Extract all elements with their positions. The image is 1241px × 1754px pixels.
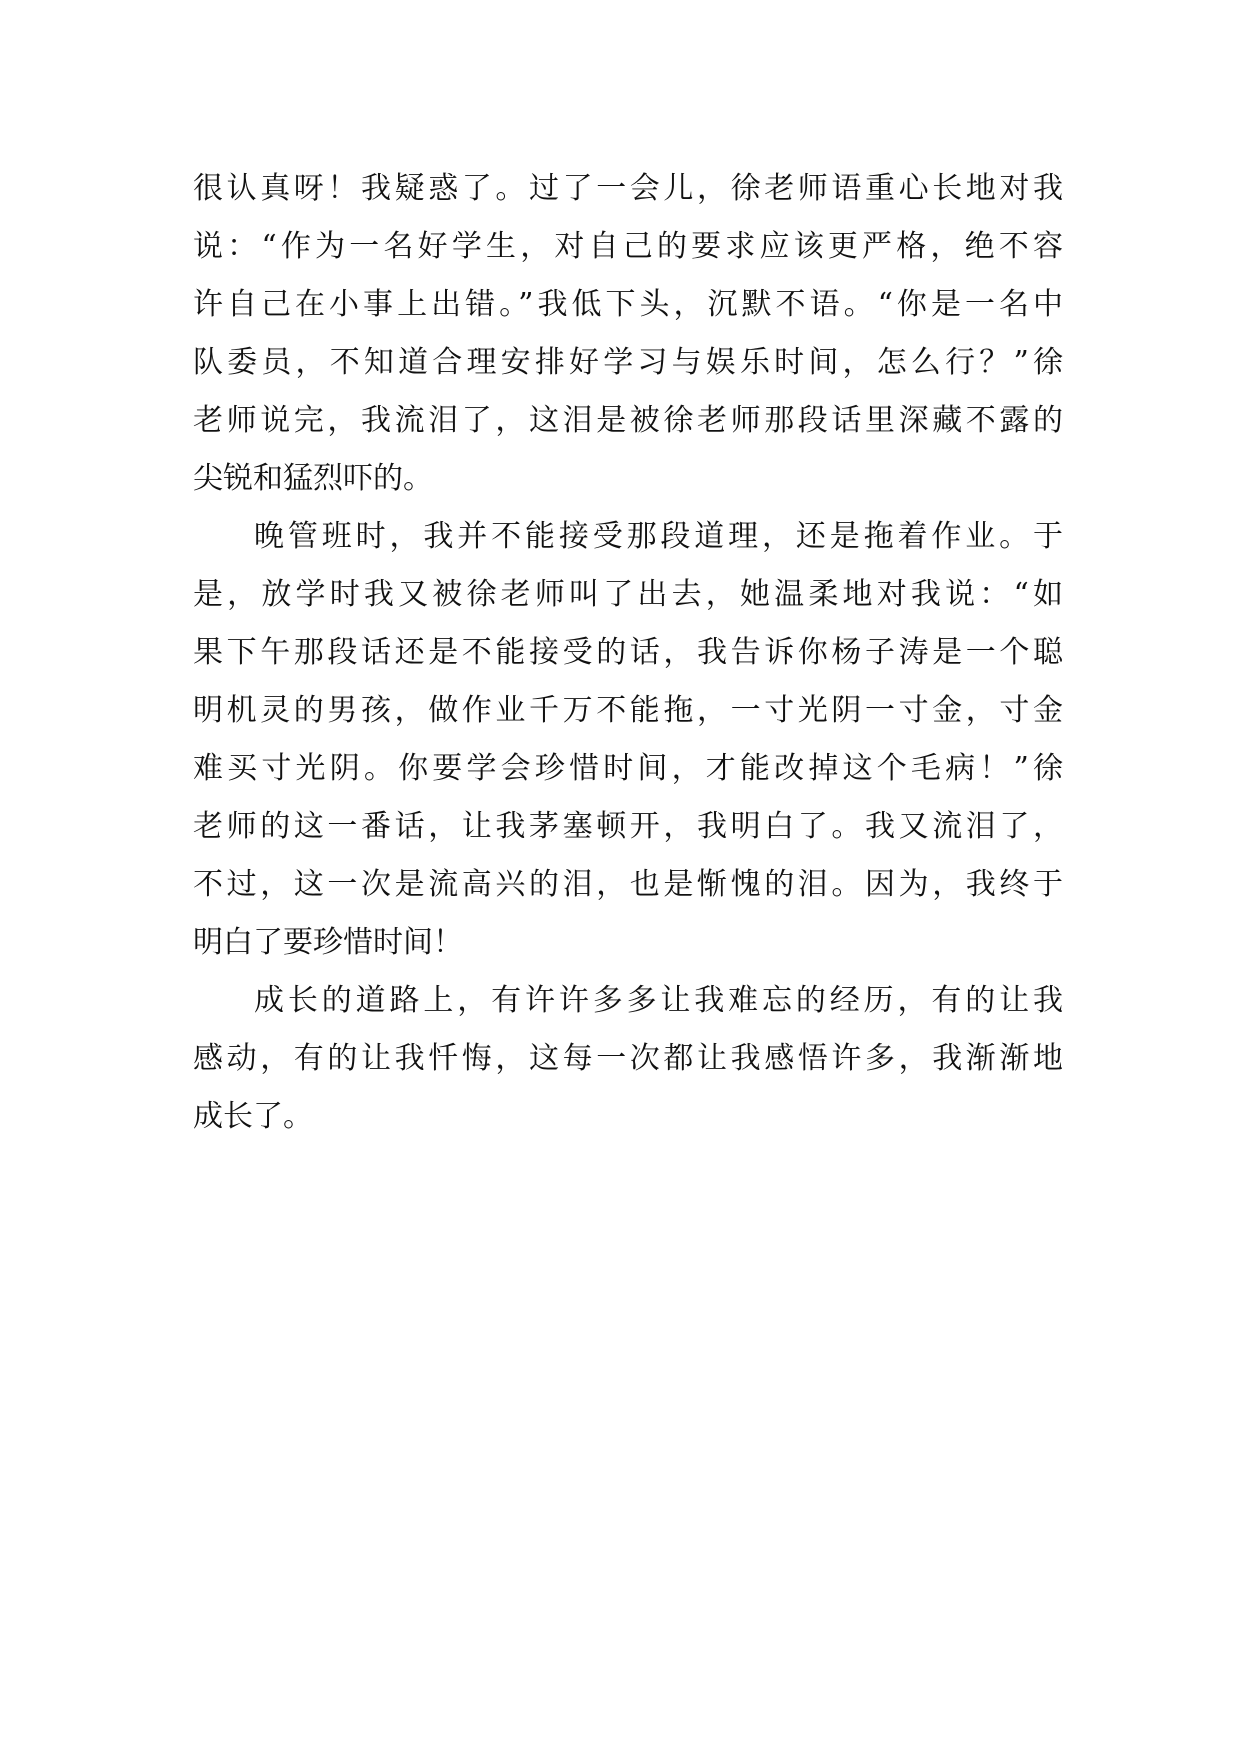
text-line: 明白了要珍惜时间！ [193, 925, 463, 960]
text-line: 果下午那段话还是不能接受的话，我告诉你杨子涛是一个聪 [193, 635, 1063, 670]
text-line: 老师说完，我流泪了，这泪是被徐老师那段话里深藏不露的 [193, 403, 1063, 438]
body-text [193, 160, 1063, 1146]
text-line: 感动，有的让我忏悔，这每一次都让我感悟许多，我渐渐地 [193, 1041, 1063, 1076]
text-line: 队委员，不知道合理安排好学习与娱乐时间，怎么行？”徐 [193, 345, 1063, 380]
text-line: 尖锐和猛烈吓的。 [193, 461, 433, 496]
text-line: 许自己在小事上出错。”我低下头，沉默不语。“你是一名中 [193, 287, 1063, 322]
text-line: 晚管班时，我并不能接受那段道理，还是拖着作业。于 [254, 519, 1063, 554]
paragraph-3 [193, 972, 1063, 1146]
text-line: 老师的这一番话，让我茅塞顿开，我明白了。我又流泪了， [193, 809, 1063, 844]
paragraph-1 [193, 160, 1063, 508]
text-line: 说：“作为一名好学生，对自己的要求应该更严格，绝不容 [193, 229, 1063, 264]
paragraph-2 [193, 508, 1063, 972]
text-line: 成长了。 [193, 1099, 313, 1134]
text-line: 不过，这一次是流高兴的泪，也是惭愧的泪。因为，我终于 [193, 867, 1063, 902]
text-line: 难买寸光阴。你要学会珍惜时间，才能改掉这个毛病！”徐 [193, 751, 1063, 786]
text-line: 明机灵的男孩，做作业千万不能拖，一寸光阴一寸金，寸金 [193, 693, 1063, 728]
text-line: 成长的道路上，有许许多多让我难忘的经历，有的让我 [254, 983, 1063, 1018]
text-line: 很认真呀！我疑惑了。过了一会儿，徐老师语重心长地对我 [193, 171, 1063, 206]
text-line: 是，放学时我又被徐老师叫了出去，她温柔地对我说：“如 [193, 577, 1063, 612]
